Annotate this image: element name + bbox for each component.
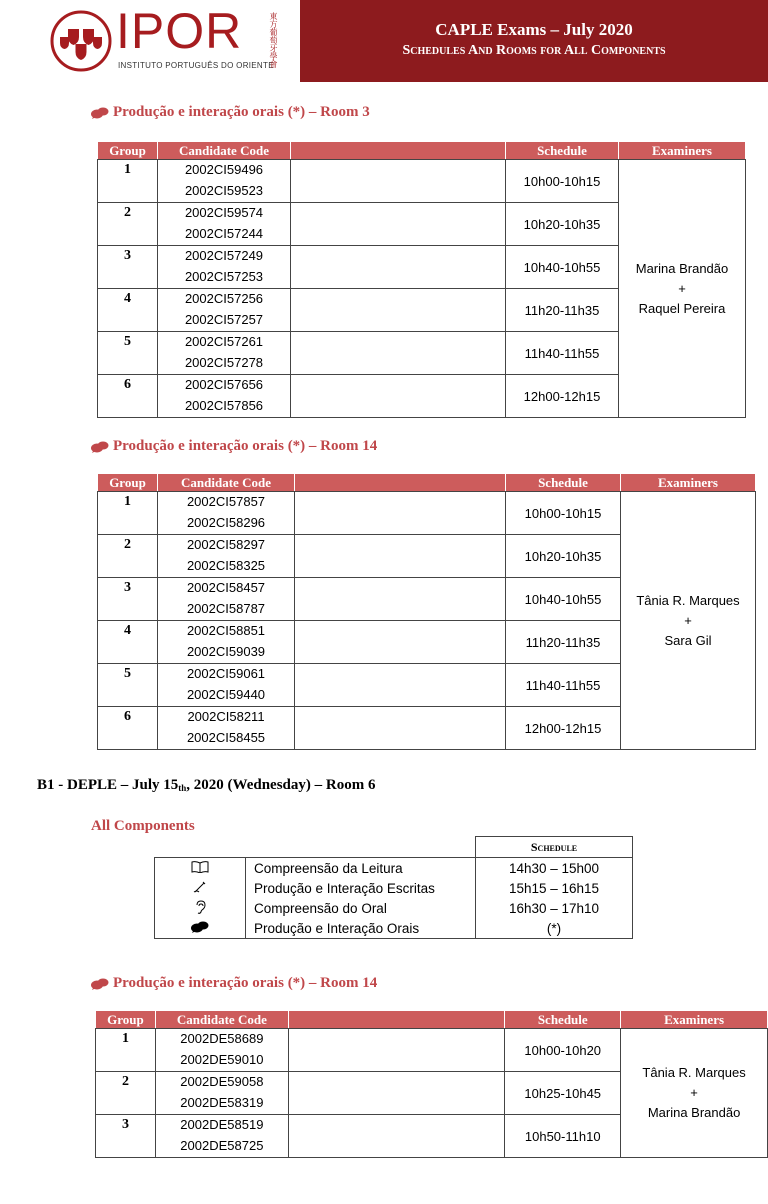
table-header-row (98, 474, 756, 492)
col-examiners: Examiners (621, 474, 756, 492)
candidate-code: 2002CI57261 (184, 334, 264, 349)
col-candidate-code: Candidate Code (155, 1011, 288, 1029)
book-icon (191, 861, 209, 873)
ear-icon (194, 900, 206, 914)
schedule-cell: 10h40-10h55 (506, 246, 619, 289)
component-name: Compreensão do Oral (246, 898, 476, 918)
codes-cell (158, 246, 291, 289)
b1-title-main: B1 - DEPLE – July 15 (37, 777, 179, 793)
candidate-code: 2002CI57253 (184, 268, 264, 284)
schedule-cell: 10h50-11h10 (505, 1115, 621, 1158)
table-header-row (96, 1011, 768, 1029)
candidate-code: 2002CI57857 (186, 494, 266, 509)
schedule-cell: 10h00-10h20 (505, 1029, 621, 1072)
header-spacer (155, 837, 246, 858)
schedule-cell: 10h40-10h55 (506, 578, 621, 621)
schedule-cell: 11h20-11h35 (506, 621, 621, 664)
schedule-cell: 10h00-10h15 (506, 492, 621, 535)
candidate-code: 2002CI59574 (184, 205, 264, 220)
schedule-cell: 11h20-11h35 (506, 289, 619, 332)
component-icon-cell (155, 878, 246, 898)
speech-bubbles-icon (91, 978, 109, 990)
col-schedule: Schedule (506, 142, 619, 160)
group-cell: 2 (96, 1072, 156, 1115)
candidate-code: 2002CI57256 (184, 291, 264, 306)
blank-cell (288, 1072, 505, 1115)
blank-cell (295, 664, 506, 707)
codes-cell (158, 578, 295, 621)
table-row (98, 160, 746, 203)
schedule-cell: 10h00-10h15 (506, 160, 619, 203)
codes-cell (155, 1072, 288, 1115)
table-row (98, 492, 756, 535)
group-cell: 3 (98, 578, 158, 621)
examiner-name: Sara Gil (664, 632, 712, 648)
candidate-code: 2002CI59039 (186, 643, 266, 659)
candidate-code: 2002CI57257 (184, 311, 264, 327)
component-row (155, 858, 633, 879)
candidate-code: 2002DE58319 (180, 1094, 264, 1110)
b1-title-rest: , 2020 (Wednesday) – Room 6 (186, 777, 376, 793)
codes-cell (158, 289, 291, 332)
blank-cell (291, 289, 506, 332)
candidate-code: 2002CI57278 (184, 354, 264, 370)
schedule-header: Schedule (476, 837, 633, 858)
logo-subtitle: INSTITUTO PORTUGUÊS DO ORIENTE (118, 61, 274, 70)
component-icon-cell (155, 858, 246, 879)
group-cell: 1 (98, 160, 158, 203)
examiner-name: Raquel Pereira (638, 300, 726, 316)
schedule-cell: 12h00-12h15 (506, 707, 621, 750)
writing-hand-icon (193, 881, 207, 893)
col-blank (295, 474, 506, 492)
blank-cell (295, 578, 506, 621)
group-cell: 1 (96, 1029, 156, 1072)
section-title-room14 (91, 438, 377, 455)
logo-emblem-icon (50, 10, 112, 72)
component-time: 16h30 – 17h10 (476, 898, 633, 918)
component-icon-cell (155, 918, 246, 939)
examiners-cell (621, 492, 756, 750)
blank-cell (291, 375, 506, 418)
group-cell: 1 (98, 492, 158, 535)
codes-cell (155, 1115, 288, 1158)
candidate-code: 2002CI57249 (184, 248, 264, 263)
blank-cell (291, 332, 506, 375)
candidate-code: 2002CI58211 (187, 709, 265, 724)
blank-cell (295, 707, 506, 750)
document-subtitle: Schedules And Rooms for All Components (402, 43, 666, 58)
component-row (155, 878, 633, 898)
component-row (155, 918, 633, 939)
candidate-code: 2002CI59523 (184, 182, 264, 198)
candidate-code: 2002CI57244 (184, 225, 264, 241)
group-cell: 5 (98, 332, 158, 375)
examiner-name: Tânia R. Marques (636, 592, 740, 608)
schedule-cell: 12h00-12h15 (506, 375, 619, 418)
codes-cell (158, 375, 291, 418)
component-name: Compreensão da Leitura (246, 858, 476, 879)
candidate-code: 2002CI58787 (186, 600, 266, 616)
blank-cell (295, 492, 506, 535)
candidate-code: 2002CI58297 (186, 537, 266, 552)
document-title: CAPLE Exams – July 2020 (435, 20, 633, 39)
col-candidate-code: Candidate Code (158, 474, 295, 492)
section-title-deple-room14 (91, 975, 377, 992)
col-group: Group (98, 142, 158, 160)
group-cell: 4 (98, 289, 158, 332)
col-candidate-code: Candidate Code (158, 142, 291, 160)
component-row (155, 898, 633, 918)
blank-cell (291, 160, 506, 203)
section-title-text: Produção e interação orais (*) – Room 3 (113, 104, 370, 120)
group-cell: 3 (96, 1115, 156, 1158)
codes-cell (158, 707, 295, 750)
component-time: 15h15 – 16h15 (476, 878, 633, 898)
speech-bubbles-icon (191, 921, 209, 933)
candidate-code: 2002CI58296 (186, 514, 266, 530)
col-examiners: Examiners (619, 142, 746, 160)
codes-cell (158, 492, 295, 535)
examiner-name: Marina Brandão (635, 260, 729, 276)
candidate-code: 2002CI58325 (186, 557, 266, 573)
candidate-code: 2002CI57856 (184, 397, 264, 413)
blank-cell (295, 621, 506, 664)
section-title-text: Produção e interação orais (*) – Room 14 (113, 975, 378, 991)
codes-cell (158, 160, 291, 203)
candidate-code: 2002DE58689 (180, 1031, 264, 1046)
candidate-code: 2002DE59058 (180, 1074, 264, 1089)
component-icon-cell (155, 898, 246, 918)
schedule-cell: 10h25-10h45 (505, 1072, 621, 1115)
schedule-table-room14 (97, 473, 756, 750)
speech-bubbles-icon (91, 107, 109, 119)
schedule-cell: 10h20-10h35 (506, 535, 621, 578)
examiner-plus: + (684, 612, 692, 628)
candidate-code: 2002DE58725 (180, 1137, 264, 1153)
candidate-code: 2002DE59010 (180, 1051, 264, 1067)
codes-cell (158, 535, 295, 578)
codes-cell (155, 1029, 288, 1072)
candidate-code: 2002CI59061 (186, 666, 266, 681)
candidate-code: 2002DE58519 (180, 1117, 264, 1132)
col-schedule: Schedule (506, 474, 621, 492)
speech-bubbles-icon (91, 441, 109, 453)
components-header-row (155, 837, 633, 858)
components-table (154, 836, 633, 939)
codes-cell (158, 621, 295, 664)
header-band (300, 0, 768, 82)
codes-cell (158, 332, 291, 375)
candidate-code: 2002CI58457 (186, 580, 266, 595)
ipor-logo (50, 3, 290, 74)
logo-chinese-text: 東方葡萄牙學會 (269, 12, 278, 68)
col-group: Group (96, 1011, 156, 1029)
blank-cell (288, 1029, 505, 1072)
examiner-plus: + (690, 1085, 698, 1100)
header-spacer (246, 837, 476, 858)
group-cell: 3 (98, 246, 158, 289)
table-row (96, 1029, 768, 1072)
group-cell: 4 (98, 621, 158, 664)
component-name: Produção e Interação Escritas (246, 878, 476, 898)
schedule-table-deple-room14 (95, 1010, 768, 1158)
blank-cell (291, 203, 506, 246)
blank-cell (288, 1115, 505, 1158)
component-time: (*) (476, 918, 633, 939)
col-blank (291, 142, 506, 160)
group-cell: 6 (98, 707, 158, 750)
section-title-text: Produção e interação orais (*) – Room 14 (113, 438, 378, 454)
col-examiners: Examiners (621, 1011, 768, 1029)
table-header-row (98, 142, 746, 160)
examiner-name: Tânia R. Marques (642, 1065, 746, 1080)
col-schedule: Schedule (505, 1011, 621, 1029)
codes-cell (158, 664, 295, 707)
section-title-room3 (91, 104, 370, 121)
col-blank (288, 1011, 505, 1029)
candidate-code: 2002CI58851 (186, 623, 266, 638)
all-components-heading: All Components (91, 818, 195, 834)
blank-cell (295, 535, 506, 578)
group-cell: 5 (98, 664, 158, 707)
b1-title-suffix: th (178, 783, 187, 793)
logo-wordmark: IPOR (116, 3, 243, 59)
group-cell: 6 (98, 375, 158, 418)
candidate-code: 2002CI58455 (186, 729, 266, 745)
schedule-cell: 11h40-11h55 (506, 332, 619, 375)
schedule-table-room3 (97, 141, 746, 418)
examiners-cell (621, 1029, 768, 1158)
group-cell: 2 (98, 535, 158, 578)
component-time: 14h30 – 15h00 (476, 858, 633, 879)
examiner-name: Marina Brandão (647, 1105, 741, 1120)
b1-deple-title (37, 777, 375, 794)
component-name: Produção e Interação Orais (246, 918, 476, 939)
schedule-cell: 11h40-11h55 (506, 664, 621, 707)
schedule-cell: 10h20-10h35 (506, 203, 619, 246)
examiner-plus: + (678, 280, 686, 296)
candidate-code: 2002CI59440 (186, 686, 266, 702)
group-cell: 2 (98, 203, 158, 246)
col-group: Group (98, 474, 158, 492)
candidate-code: 2002CI57656 (184, 377, 264, 392)
candidate-code: 2002CI59496 (184, 162, 264, 177)
blank-cell (291, 246, 506, 289)
examiners-cell (619, 160, 746, 418)
codes-cell (158, 203, 291, 246)
